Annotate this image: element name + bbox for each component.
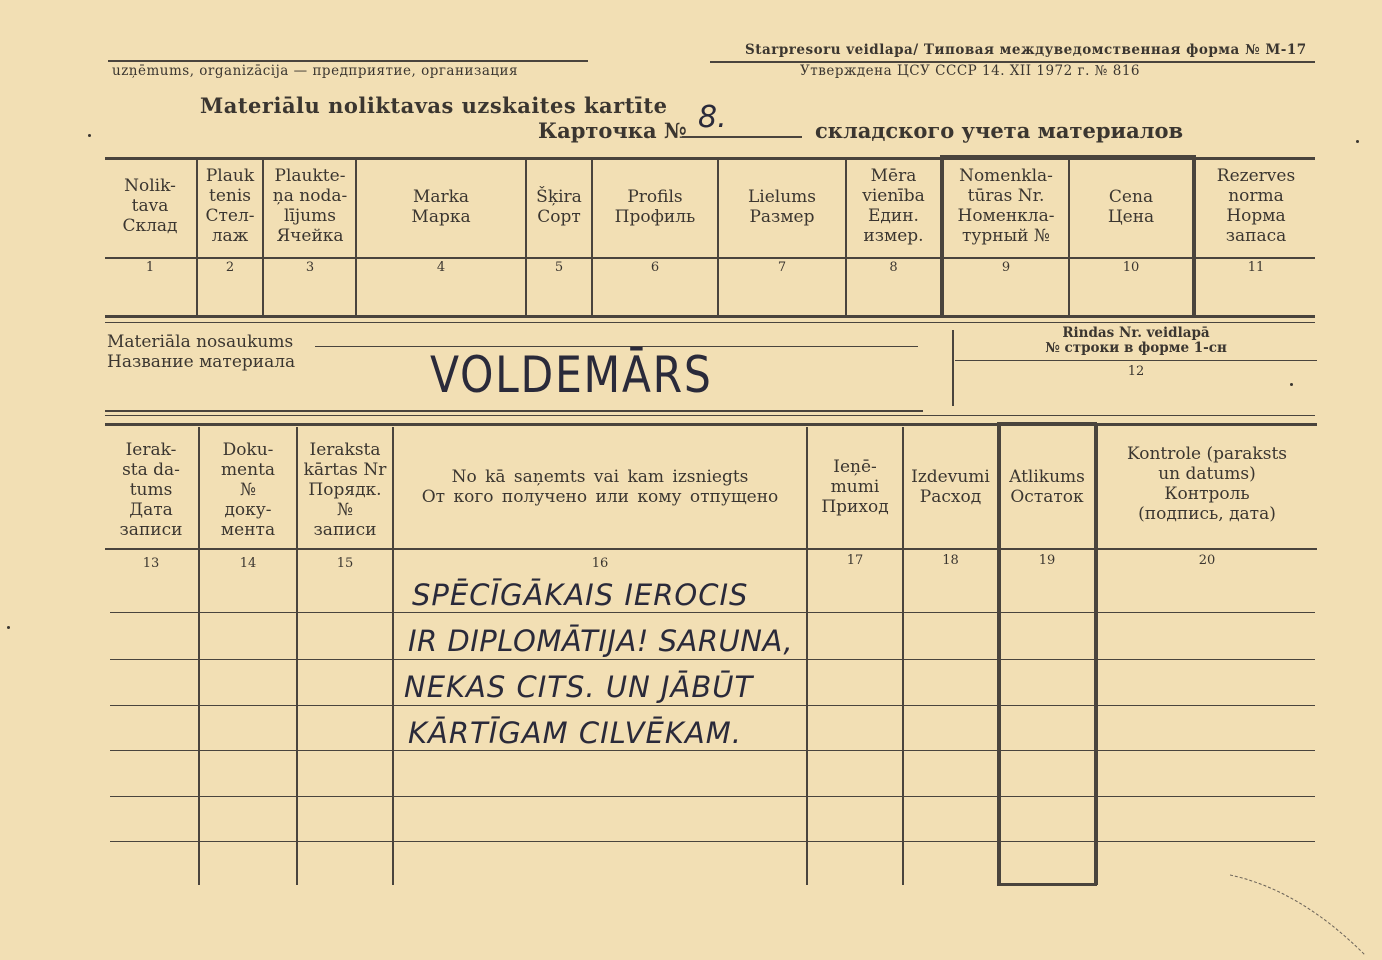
col-number: 20 xyxy=(1198,553,1216,568)
organization-label: uzņēmums, organizācija — предприятие, организация xyxy=(112,63,519,79)
col-number: 17 xyxy=(846,553,864,568)
col-header-brand: Marka Марка xyxy=(411,187,471,227)
col-number: 18 xyxy=(942,553,959,568)
col-header-price: Cena Цена xyxy=(1107,187,1155,227)
card-number-handwritten: 8. xyxy=(698,100,727,135)
col-header-receipt: Ieņē- mumi Приход xyxy=(821,457,889,517)
row-number-col: 12 xyxy=(1127,364,1145,379)
col-number: 2 xyxy=(225,260,235,275)
col-number: 8 xyxy=(889,260,898,275)
page-fold-mark xyxy=(1230,870,1380,960)
col-header-reserve: Rezerves norma Норма запаса xyxy=(1216,166,1296,246)
title-lv: Materiālu noliktavas uzskaites kartīte xyxy=(200,93,668,118)
col-number: 1 xyxy=(145,260,155,275)
col-number: 5 xyxy=(554,260,564,275)
col-header-grade: Šķira Сорт xyxy=(536,187,582,227)
col-header-document-no: Doku- menta № доку- мента xyxy=(220,440,276,540)
col-header-size: Lielums Размер xyxy=(747,187,817,227)
col-header-entry-order: Ieraksta kārtas Nr Порядк. № записи xyxy=(303,440,387,540)
col-number: 6 xyxy=(650,260,660,275)
title-ru-suffix: складского учета материалов xyxy=(815,118,1184,143)
row-number-label-ru: № строки в форме 1-сн xyxy=(1045,340,1227,356)
row-number-label xyxy=(955,326,1317,356)
handwritten-line-1: SPĒCĪGĀKAIS IEROCIS xyxy=(412,578,749,612)
handwritten-line-3: NEKAS CITS. UN JĀBŪT xyxy=(404,670,754,704)
col-header-unit: Mēra vienība Един. измер. xyxy=(862,166,925,246)
row-number-label-lv: Rindas Nr. veidlapā xyxy=(1062,325,1210,341)
col-header-warehouse: Nolik- tava Склад xyxy=(122,176,178,236)
material-label-ru: Название материала xyxy=(107,352,296,372)
col-header-from-to: No kā saņemts vai kam izsniegts От кого получено или кому отпущено xyxy=(421,467,779,507)
material-name-handwritten: VOLDEMĀRS xyxy=(430,346,713,404)
col-header-control: Kontrole (paraksts un datums) Контроль (подпись, дата) xyxy=(1126,444,1287,524)
col-number: 11 xyxy=(1247,260,1265,275)
col-header-nomenclature: Nomenkla- tūras Nr. Номенкла- турный № xyxy=(957,166,1055,246)
title-ru-prefix: Карточка № xyxy=(538,118,687,143)
col-number: 14 xyxy=(239,556,257,571)
col-header-entry-date: Ierak- sta da- tums Дата записи xyxy=(119,440,183,540)
form-type-label: Starpresoru veidlapa/ Типовая междуведомственная форма № М-17 xyxy=(745,42,1307,58)
col-header-expense: Izdevumi Расход xyxy=(911,467,990,507)
col-header-cell: Plaukte- ņa noda- lījums Ячейка xyxy=(272,166,348,246)
col-number: 7 xyxy=(777,260,787,275)
col-header-balance: Atlikums Остаток xyxy=(1009,467,1085,507)
handwritten-line-2: IR DIPLOMĀTIJA! SARUNA, xyxy=(408,624,794,658)
approval-label: Утверждена ЦСУ СССР 14. XII 1972 г. № 816 xyxy=(800,63,1140,79)
col-number: 16 xyxy=(591,556,609,571)
col-header-rack: Plauk tenis Стел- лаж xyxy=(205,166,255,246)
handwritten-line-4: KĀRTĪGAM CILVĒKAM. xyxy=(408,716,742,750)
material-label-lv: Materiāla nosaukums xyxy=(107,332,294,352)
col-number: 4 xyxy=(436,260,446,275)
col-number: 15 xyxy=(336,556,354,571)
col-number: 19 xyxy=(1038,553,1056,568)
col-header-profile: Profils Профиль xyxy=(614,187,696,227)
col-number: 10 xyxy=(1122,260,1140,275)
col-number: 13 xyxy=(142,556,160,571)
col-number: 3 xyxy=(305,260,315,275)
col-number: 9 xyxy=(1001,260,1011,275)
